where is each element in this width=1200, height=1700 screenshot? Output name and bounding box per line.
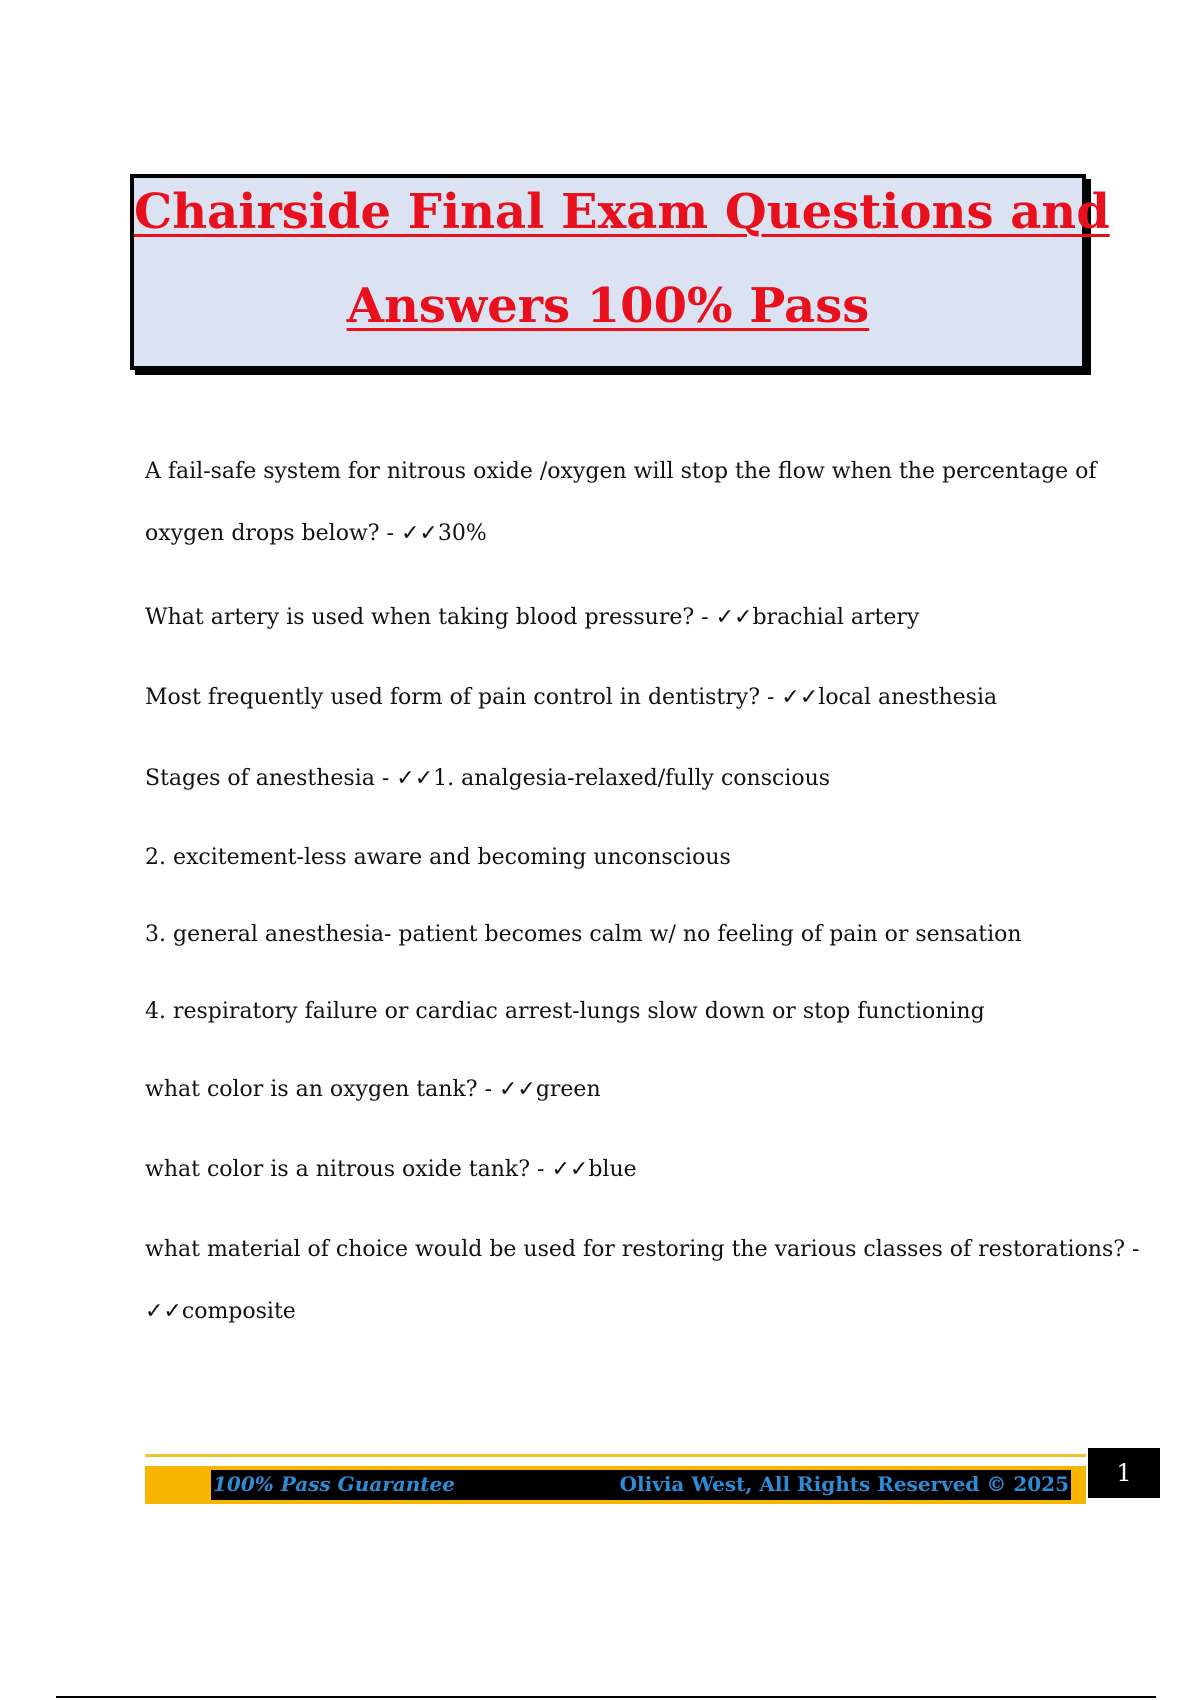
question-text: 4. respiratory failure or cardiac arrest-lungs slow down or stop functioning — [145, 999, 985, 1024]
question-text: oxygen drops below? - — [145, 521, 401, 546]
qa-line — [145, 683, 1105, 713]
double-check-icon: ✓✓ — [715, 605, 753, 630]
answer-text: composite — [181, 1299, 296, 1324]
question-text: What artery is used when taking blood pressure? - — [145, 605, 716, 630]
qa-line — [145, 997, 1105, 1027]
question-text: what color is an oxygen tank? - — [145, 1077, 499, 1102]
double-check-icon: ✓✓ — [401, 521, 438, 546]
double-check-icon: ✓✓ — [498, 1077, 536, 1102]
page-bottom-divider — [56, 1696, 1156, 1698]
qa-line — [145, 764, 1105, 794]
footer-copyright-text: Olivia West, All Rights Reserved © 2025 — [619, 1472, 1069, 1496]
answer-text: green — [535, 1077, 601, 1102]
qa-line — [145, 1297, 1105, 1327]
double-check-icon: ✓✓ — [781, 685, 819, 710]
page-number: 1 — [1088, 1448, 1160, 1498]
answer-text: brachial artery — [752, 605, 920, 630]
footer-bar — [145, 1466, 1086, 1504]
footer-divider — [145, 1454, 1086, 1457]
answer-text: 1. analgesia-relaxed/fully conscious — [433, 766, 831, 791]
question-text: 3. general anesthesia- patient becomes calm w/ no feeling of pain or sensation — [145, 922, 1022, 947]
document-title-line-2: Answers 100% Pass — [346, 278, 870, 334]
qa-line — [145, 519, 1105, 549]
footer-label-band — [211, 1470, 1071, 1500]
question-text: what color is a nitrous oxide tank? - — [145, 1157, 552, 1182]
double-check-icon: ✓✓ — [551, 1157, 589, 1182]
qa-line — [145, 1155, 1105, 1185]
qa-line — [145, 920, 1105, 950]
answer-text: blue — [588, 1157, 637, 1182]
question-text: Stages of anesthesia - — [145, 766, 397, 791]
question-text: A fail-safe system for nitrous oxide /oxygen will stop the flow when the percentage of — [145, 459, 1097, 484]
qa-line — [145, 843, 1105, 873]
qa-line — [145, 603, 1105, 633]
answer-text: 30% — [437, 521, 487, 546]
question-text: 2. excitement-less aware and becoming unconscious — [145, 845, 731, 870]
question-text: what material of choice would be used for restoring the various classes of restorations? - — [145, 1237, 1140, 1262]
qa-line — [145, 1235, 1140, 1265]
question-text: Most frequently used form of pain control in dentistry? - — [145, 685, 782, 710]
qa-line — [145, 457, 1105, 487]
double-check-icon: ✓✓ — [396, 766, 434, 791]
document-title-line-1: Chairside Final Exam Questions and — [134, 184, 1110, 240]
qa-line — [145, 1075, 1105, 1105]
footer-guarantee-text: 100% Pass Guarantee — [213, 1472, 455, 1496]
answer-text: local anesthesia — [818, 685, 998, 710]
double-check-icon: ✓✓ — [145, 1299, 182, 1324]
title-box — [130, 174, 1110, 370]
